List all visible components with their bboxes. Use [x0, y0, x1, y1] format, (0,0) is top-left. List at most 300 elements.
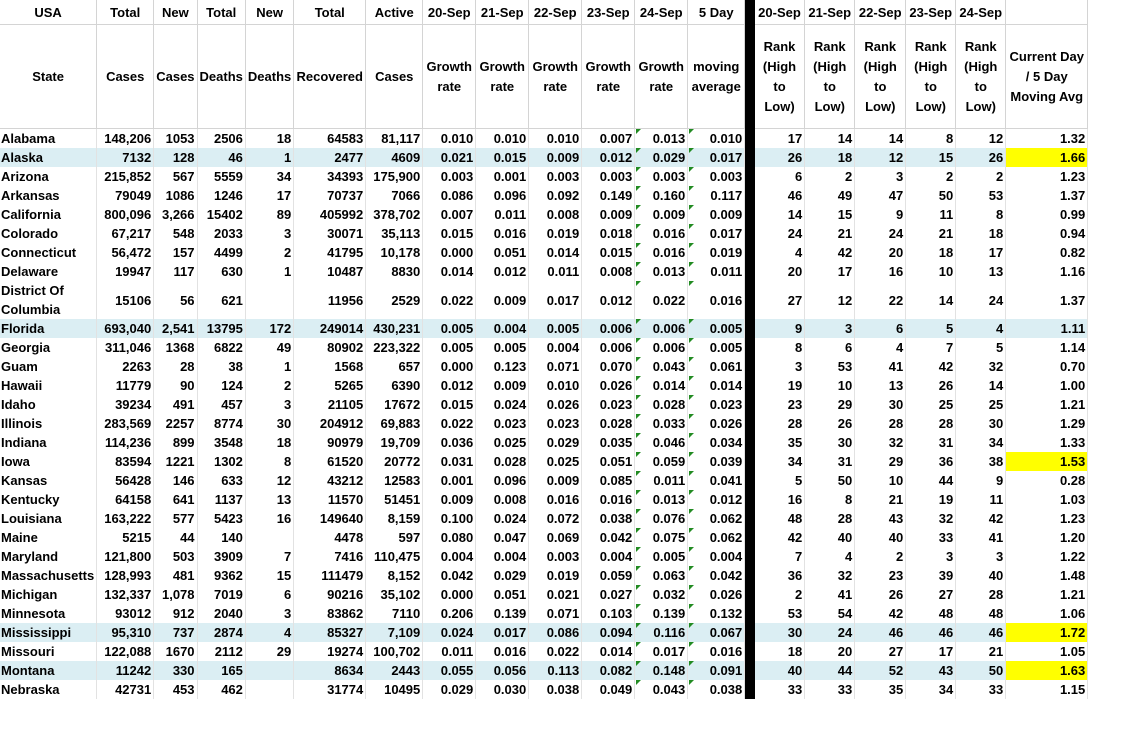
data-cell: 1137 — [197, 490, 245, 509]
table-row — [0, 642, 1088, 661]
data-cell: 117 — [154, 262, 197, 281]
data-cell: 18 — [906, 243, 956, 262]
data-cell: 8 — [906, 129, 956, 149]
data-cell: 19,709 — [366, 433, 423, 452]
data-cell: 0.019 — [529, 224, 582, 243]
column-separator — [745, 243, 755, 262]
data-cell: 18 — [245, 129, 293, 149]
data-cell: 27 — [906, 585, 956, 604]
data-cell: 0.023 — [688, 395, 745, 414]
data-cell: 621 — [197, 281, 245, 319]
column-separator — [745, 376, 755, 395]
state-cell: Iowa — [0, 452, 97, 471]
data-cell: 0.013 — [635, 129, 688, 149]
data-cell: 38 — [956, 452, 1006, 471]
data-cell: 49 — [805, 186, 855, 205]
data-cell: 69,883 — [366, 414, 423, 433]
data-cell: 50 — [906, 186, 956, 205]
data-cell: 0.010 — [688, 129, 745, 149]
data-cell: 46 — [906, 623, 956, 642]
data-cell: 0.160 — [635, 186, 688, 205]
data-cell: 28 — [956, 585, 1006, 604]
data-cell: 0.070 — [582, 357, 635, 376]
data-cell: 16 — [755, 490, 805, 509]
data-cell: 20 — [755, 262, 805, 281]
data-cell: 0.016 — [476, 224, 529, 243]
data-cell: 17 — [805, 262, 855, 281]
data-cell: 0.009 — [635, 205, 688, 224]
data-cell: 2 — [956, 167, 1006, 186]
data-cell: 11779 — [97, 376, 154, 395]
column-separator — [745, 357, 755, 376]
data-cell: 8,159 — [366, 509, 423, 528]
data-cell: 0.016 — [529, 490, 582, 509]
data-cell: 2 — [245, 243, 293, 262]
table-row — [0, 528, 1088, 547]
data-cell: 2112 — [197, 642, 245, 661]
data-cell: 1.11 — [1006, 319, 1088, 338]
data-cell: 0.008 — [529, 205, 582, 224]
data-cell: 10 — [855, 471, 906, 490]
data-cell: 29 — [805, 395, 855, 414]
data-cell: 0.056 — [476, 661, 529, 680]
column-header: Growth rate — [635, 25, 688, 129]
column-header: Total — [97, 0, 154, 25]
data-cell: 6 — [755, 167, 805, 186]
data-cell: 15 — [906, 148, 956, 167]
data-cell: 1.23 — [1006, 509, 1088, 528]
data-cell: 3 — [956, 547, 1006, 566]
data-cell: 81,117 — [366, 129, 423, 149]
data-cell: 12 — [245, 471, 293, 490]
data-cell: 16 — [245, 509, 293, 528]
data-cell: 39234 — [97, 395, 154, 414]
data-cell: 899 — [154, 433, 197, 452]
data-cell: 0.003 — [635, 167, 688, 186]
data-cell: 35 — [755, 433, 805, 452]
data-cell: 1.03 — [1006, 490, 1088, 509]
data-cell: 14 — [855, 129, 906, 149]
data-cell: 1.66 — [1006, 148, 1088, 167]
state-cell: Georgia — [0, 338, 97, 357]
header-row-top — [0, 0, 1088, 25]
data-cell: 172 — [245, 319, 293, 338]
table-row — [0, 414, 1088, 433]
data-cell: 42 — [906, 357, 956, 376]
data-cell: 10 — [805, 376, 855, 395]
data-cell: 0.013 — [635, 262, 688, 281]
data-cell: 2443 — [366, 661, 423, 680]
data-cell: 0.003 — [688, 167, 745, 186]
data-cell: 0.004 — [423, 547, 476, 566]
data-cell: 53 — [755, 604, 805, 623]
data-cell: 2477 — [294, 148, 366, 167]
column-separator — [745, 604, 755, 623]
data-cell: 577 — [154, 509, 197, 528]
data-cell: 5215 — [97, 528, 154, 547]
data-cell: 3,266 — [154, 205, 197, 224]
data-cell: 10487 — [294, 262, 366, 281]
data-cell: 0.103 — [582, 604, 635, 623]
data-cell: 0.28 — [1006, 471, 1088, 490]
data-cell: 54 — [805, 604, 855, 623]
state-cell: Guam — [0, 357, 97, 376]
table-row — [0, 129, 1088, 149]
column-separator — [745, 585, 755, 604]
data-cell: 0.017 — [529, 281, 582, 319]
data-cell: 657 — [366, 357, 423, 376]
data-cell: 0.011 — [529, 262, 582, 281]
column-separator — [745, 680, 755, 699]
column-separator — [745, 224, 755, 243]
data-cell: 0.100 — [423, 509, 476, 528]
data-cell: 33 — [906, 528, 956, 547]
data-cell: 48 — [906, 604, 956, 623]
data-cell: 124 — [197, 376, 245, 395]
data-cell: 0.021 — [423, 148, 476, 167]
data-cell: 0.023 — [476, 414, 529, 433]
data-cell: 1.20 — [1006, 528, 1088, 547]
data-cell: 0.005 — [476, 338, 529, 357]
data-cell: 1 — [245, 262, 293, 281]
column-separator — [745, 433, 755, 452]
data-cell: 64583 — [294, 129, 366, 149]
table-row — [0, 338, 1088, 357]
data-cell: 44 — [805, 661, 855, 680]
data-cell: 0.132 — [688, 604, 745, 623]
data-cell: 3 — [245, 604, 293, 623]
data-cell: 12 — [805, 281, 855, 319]
data-cell: 0.029 — [529, 433, 582, 452]
data-cell: 90979 — [294, 433, 366, 452]
data-cell: 0.096 — [476, 186, 529, 205]
data-cell: 0.005 — [688, 319, 745, 338]
data-cell: 14 — [906, 281, 956, 319]
table-row — [0, 148, 1088, 167]
data-cell: 56428 — [97, 471, 154, 490]
data-cell: 12 — [956, 129, 1006, 149]
data-cell: 491 — [154, 395, 197, 414]
data-cell: 52 — [855, 661, 906, 680]
data-cell: 0.022 — [423, 414, 476, 433]
state-cell: Alabama — [0, 129, 97, 149]
data-cell: 430,231 — [366, 319, 423, 338]
table-row — [0, 281, 1088, 319]
data-cell: 19947 — [97, 262, 154, 281]
table-row — [0, 471, 1088, 490]
data-cell: 0.006 — [635, 338, 688, 357]
data-cell: 1.05 — [1006, 642, 1088, 661]
column-separator — [745, 490, 755, 509]
data-cell: 18 — [245, 433, 293, 452]
data-cell: 0.000 — [423, 585, 476, 604]
data-cell: 70737 — [294, 186, 366, 205]
data-cell: 0.035 — [582, 433, 635, 452]
data-cell: 0.051 — [582, 452, 635, 471]
data-cell: 7 — [755, 547, 805, 566]
column-header: 21-Sep — [805, 0, 855, 25]
state-cell: Mississippi — [0, 623, 97, 642]
data-cell: 0.012 — [476, 262, 529, 281]
column-header: 23-Sep — [582, 0, 635, 25]
data-cell: 0.009 — [476, 281, 529, 319]
table-row — [0, 547, 1088, 566]
data-cell: 0.94 — [1006, 224, 1088, 243]
data-cell: 0.024 — [423, 623, 476, 642]
data-cell: 32 — [855, 433, 906, 452]
data-cell: 7066 — [366, 186, 423, 205]
data-cell: 95,310 — [97, 623, 154, 642]
data-cell: 41 — [956, 528, 1006, 547]
data-cell: 2 — [805, 167, 855, 186]
data-cell: 17 — [956, 243, 1006, 262]
data-cell: 3 — [855, 167, 906, 186]
data-cell: 0.000 — [423, 357, 476, 376]
data-cell — [245, 661, 293, 680]
data-cell: 18 — [805, 148, 855, 167]
column-header: USA — [0, 0, 97, 25]
column-header: 23-Sep — [906, 0, 956, 25]
data-cell: 0.123 — [476, 357, 529, 376]
column-header: Total — [294, 0, 366, 25]
data-cell: 0.023 — [582, 395, 635, 414]
data-cell: 21 — [805, 224, 855, 243]
data-cell: 1.00 — [1006, 376, 1088, 395]
data-cell: 0.005 — [423, 319, 476, 338]
data-cell: 0.062 — [688, 509, 745, 528]
data-cell: 0.014 — [582, 642, 635, 661]
column-header: Total — [197, 0, 245, 25]
data-cell: 457 — [197, 395, 245, 414]
state-cell: Florida — [0, 319, 97, 338]
data-cell: 53 — [805, 357, 855, 376]
state-cell: Massachusetts — [0, 566, 97, 585]
data-cell: 25 — [906, 395, 956, 414]
state-cell: Montana — [0, 661, 97, 680]
data-cell: 36 — [755, 566, 805, 585]
data-cell: 10,178 — [366, 243, 423, 262]
data-cell: 30 — [855, 395, 906, 414]
data-cell: 44 — [906, 471, 956, 490]
data-cell: 149640 — [294, 509, 366, 528]
data-cell: 8 — [956, 205, 1006, 224]
data-cell: 51451 — [366, 490, 423, 509]
data-cell: 0.009 — [529, 471, 582, 490]
data-cell: 481 — [154, 566, 197, 585]
data-cell: 20772 — [366, 452, 423, 471]
data-cell: 2257 — [154, 414, 197, 433]
data-cell: 128 — [154, 148, 197, 167]
data-cell: 630 — [197, 262, 245, 281]
data-cell: 0.015 — [423, 395, 476, 414]
data-cell: 633 — [197, 471, 245, 490]
data-cell: 34 — [956, 433, 1006, 452]
column-header: Cases — [366, 25, 423, 129]
data-cell: 14 — [956, 376, 1006, 395]
column-separator — [745, 25, 755, 129]
data-cell: 2033 — [197, 224, 245, 243]
data-cell: 1.16 — [1006, 262, 1088, 281]
table-row — [0, 680, 1088, 699]
data-cell: 378,702 — [366, 205, 423, 224]
data-cell: 111479 — [294, 566, 366, 585]
data-cell: 0.015 — [582, 243, 635, 262]
state-cell: Delaware — [0, 262, 97, 281]
state-cell: Missouri — [0, 642, 97, 661]
data-cell: 3 — [245, 224, 293, 243]
data-cell: 0.028 — [635, 395, 688, 414]
data-cell: 6 — [855, 319, 906, 338]
column-header: Recovered — [294, 25, 366, 129]
data-cell: 0.049 — [582, 680, 635, 699]
data-cell: 30 — [245, 414, 293, 433]
data-cell: 5 — [906, 319, 956, 338]
data-cell: 175,900 — [366, 167, 423, 186]
data-cell: 83862 — [294, 604, 366, 623]
data-cell: 2040 — [197, 604, 245, 623]
data-cell: 0.003 — [529, 547, 582, 566]
data-cell: 93012 — [97, 604, 154, 623]
data-cell: 9 — [755, 319, 805, 338]
data-cell: 0.006 — [635, 319, 688, 338]
data-cell: 0.011 — [635, 471, 688, 490]
data-cell: 1,078 — [154, 585, 197, 604]
data-cell: 6822 — [197, 338, 245, 357]
data-cell: 2263 — [97, 357, 154, 376]
data-cell: 34393 — [294, 167, 366, 186]
data-cell: 0.082 — [582, 661, 635, 680]
column-header: Rank (High to Low) — [956, 25, 1006, 129]
data-cell: 737 — [154, 623, 197, 642]
data-cell: 3548 — [197, 433, 245, 452]
data-cell: 0.009 — [582, 205, 635, 224]
data-cell: 2,541 — [154, 319, 197, 338]
data-cell: 0.007 — [582, 129, 635, 149]
data-cell: 0.006 — [582, 338, 635, 357]
data-cell: 0.003 — [423, 167, 476, 186]
data-cell: 0.026 — [688, 414, 745, 433]
data-cell: 0.043 — [635, 357, 688, 376]
data-cell: 1.72 — [1006, 623, 1088, 642]
data-cell: 1.29 — [1006, 414, 1088, 433]
data-cell: 56 — [154, 281, 197, 319]
data-cell: 28 — [855, 414, 906, 433]
data-cell: 0.028 — [582, 414, 635, 433]
data-cell: 0.046 — [635, 433, 688, 452]
data-cell: 48 — [755, 509, 805, 528]
data-cell: 29 — [245, 642, 293, 661]
data-cell: 0.055 — [423, 661, 476, 680]
data-cell: 8 — [245, 452, 293, 471]
data-cell: 90 — [154, 376, 197, 395]
data-cell: 204912 — [294, 414, 366, 433]
data-cell: 43212 — [294, 471, 366, 490]
data-cell: 1.48 — [1006, 566, 1088, 585]
column-header: 22-Sep — [529, 0, 582, 25]
column-header: 5 Day — [688, 0, 745, 25]
data-cell: 0.029 — [423, 680, 476, 699]
data-cell: 1.53 — [1006, 452, 1088, 471]
data-cell: 20 — [855, 243, 906, 262]
data-cell: 40 — [805, 528, 855, 547]
data-cell: 0.014 — [635, 376, 688, 395]
data-cell: 146 — [154, 471, 197, 490]
data-cell: 0.092 — [529, 186, 582, 205]
state-cell: Indiana — [0, 433, 97, 452]
table-body — [0, 129, 1088, 700]
table-row — [0, 167, 1088, 186]
data-cell: 0.036 — [423, 433, 476, 452]
data-cell: 46 — [197, 148, 245, 167]
data-cell: 21 — [906, 224, 956, 243]
data-cell: 0.026 — [529, 395, 582, 414]
state-cell: Colorado — [0, 224, 97, 243]
data-cell: 1053 — [154, 129, 197, 149]
column-separator — [745, 528, 755, 547]
data-cell: 15402 — [197, 205, 245, 224]
state-cell: Arkansas — [0, 186, 97, 205]
state-cell: Michigan — [0, 585, 97, 604]
column-separator — [745, 452, 755, 471]
data-cell: 26 — [755, 148, 805, 167]
data-cell: 0.043 — [635, 680, 688, 699]
data-cell: 40 — [755, 661, 805, 680]
column-header: State — [0, 25, 97, 129]
data-cell: 0.008 — [476, 490, 529, 509]
table-row — [0, 490, 1088, 509]
data-cell: 25 — [956, 395, 1006, 414]
data-cell: 50 — [956, 661, 1006, 680]
data-cell: 32 — [805, 566, 855, 585]
state-cell: Maryland — [0, 547, 97, 566]
data-cell: 19 — [755, 376, 805, 395]
data-cell: 61520 — [294, 452, 366, 471]
data-cell: 12 — [855, 148, 906, 167]
data-cell: 41795 — [294, 243, 366, 262]
data-cell: 11570 — [294, 490, 366, 509]
data-cell: 7 — [906, 338, 956, 357]
data-cell: 22 — [855, 281, 906, 319]
data-cell: 0.012 — [582, 148, 635, 167]
data-cell: 0.042 — [423, 566, 476, 585]
state-cell: Nebraska — [0, 680, 97, 699]
data-cell: 0.025 — [476, 433, 529, 452]
column-separator — [745, 509, 755, 528]
data-cell: 0.004 — [688, 547, 745, 566]
data-cell: 0.085 — [582, 471, 635, 490]
data-cell: 0.038 — [529, 680, 582, 699]
data-cell: 0.014 — [423, 262, 476, 281]
data-cell: 31774 — [294, 680, 366, 699]
data-cell: 35 — [855, 680, 906, 699]
data-cell: 11956 — [294, 281, 366, 319]
data-cell: 0.99 — [1006, 205, 1088, 224]
data-cell: 0.012 — [423, 376, 476, 395]
data-cell: 28 — [805, 509, 855, 528]
data-cell: 80902 — [294, 338, 366, 357]
data-cell: 0.007 — [423, 205, 476, 224]
data-cell: 23 — [755, 395, 805, 414]
table-row — [0, 623, 1088, 642]
data-cell: 23 — [855, 566, 906, 585]
data-cell: 0.072 — [529, 509, 582, 528]
data-cell: 0.063 — [635, 566, 688, 585]
data-cell: 30 — [755, 623, 805, 642]
data-cell: 10495 — [366, 680, 423, 699]
data-cell: 311,046 — [97, 338, 154, 357]
data-cell: 26 — [805, 414, 855, 433]
data-cell: 30 — [805, 433, 855, 452]
